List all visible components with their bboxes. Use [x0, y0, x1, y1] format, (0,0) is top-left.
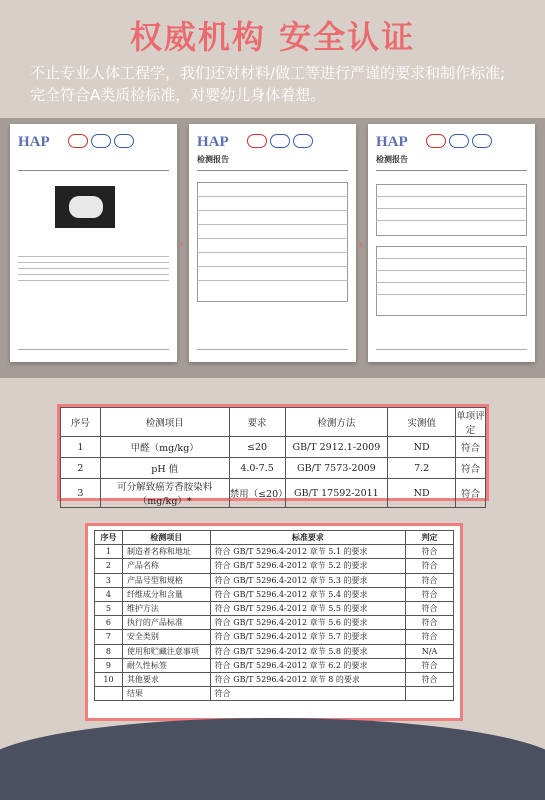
table-cell: ND	[388, 479, 456, 508]
divider	[197, 170, 348, 171]
table-cell: 符合	[406, 573, 454, 587]
table-row	[95, 658, 454, 672]
table-cell: 6	[95, 616, 123, 630]
table-cell	[95, 687, 123, 701]
table-cell: pH 值	[100, 458, 229, 479]
table-cell: GB/T 2912.1-2009	[285, 437, 388, 458]
column-header: 标准要求	[210, 531, 405, 545]
table-row	[95, 630, 454, 644]
table-cell: ND	[388, 437, 456, 458]
table-cell: 8	[95, 644, 123, 658]
report-sheet-2[interactable]	[189, 124, 356, 362]
table-cell: 符合 GB/T 5296.4-2012 章节 8 的要求	[210, 672, 405, 686]
table-cell: 耐久性标签	[122, 658, 210, 672]
table-cell: 符合	[406, 616, 454, 630]
table-row	[61, 458, 486, 479]
table-row	[95, 573, 454, 587]
table-cell: GB/T 17592-2011	[285, 479, 388, 508]
chevron-right-icon: ›	[358, 237, 364, 253]
table-cell: 产品号型和规格	[122, 573, 210, 587]
table-cell: 安全类别	[122, 630, 210, 644]
column-header: 要求	[229, 408, 285, 437]
bottom-wave-decoration	[0, 718, 545, 800]
divider	[376, 170, 527, 171]
column-header: 单项评定	[456, 408, 486, 437]
table-cell: 符合 GB/T 5296.4-2012 章节 5.2 的要求	[210, 559, 405, 573]
table-row	[95, 616, 454, 630]
table-cell: 结果	[122, 687, 210, 701]
table-cell: 符合 GB/T 5296.4-2012 章节 5.6 的要求	[210, 616, 405, 630]
table-cell: 符合 GB/T 5296.4-2012 章节 5.8 的要求	[210, 644, 405, 658]
table-cell: 其他要求	[122, 672, 210, 686]
table-cell: 符合 GB/T 5296.4-2012 章节 6.2 的要求	[210, 658, 405, 672]
table-row	[95, 687, 454, 701]
page-title: 权威机构 安全认证	[129, 18, 416, 56]
table-cell: 符合 GB/T 5296.4-2012 章节 5.4 的要求	[210, 587, 405, 601]
table-cell: 符合 GB/T 5296.4-2012 章节 5.7 的要求	[210, 630, 405, 644]
table-cell: 符合	[456, 458, 486, 479]
table-cell: 纤维成分和含量	[122, 587, 210, 601]
table-cell: 使用和贮藏注意事项	[122, 644, 210, 658]
report-gallery	[0, 118, 545, 378]
hap-logo: HAP	[376, 134, 408, 150]
table-cell: GB/T 7573-2009	[285, 458, 388, 479]
table-cell: 可分解致癌芳香胺染料（mg/kg）*	[100, 479, 229, 508]
table-cell: 1	[95, 545, 123, 559]
column-header: 检测项目	[122, 531, 210, 545]
table-cell: 10	[95, 672, 123, 686]
table-cell: 禁用（≤20）	[229, 479, 285, 508]
table-cell: 符合	[406, 601, 454, 615]
report-title: 检测报告	[376, 155, 408, 164]
divider	[18, 170, 169, 171]
table-cell: 2	[61, 458, 101, 479]
table-cell	[406, 687, 454, 701]
table-cell: N/A	[406, 644, 454, 658]
column-header: 序号	[61, 408, 101, 437]
hap-logo: HAP	[197, 134, 229, 150]
table-row	[95, 672, 454, 686]
report-table	[376, 246, 527, 316]
column-header: 序号	[95, 531, 123, 545]
table-cell: 符合 GB/T 5296.4-2012 章节 5.1 的要求	[210, 545, 405, 559]
table-cell: 符合	[406, 545, 454, 559]
report-table	[376, 184, 527, 236]
report-title: 检测报告	[197, 155, 229, 164]
table-cell: 符合	[406, 658, 454, 672]
table-cell: ≤20	[229, 437, 285, 458]
table-cell: 符合	[406, 672, 454, 686]
table-cell: 5	[95, 601, 123, 615]
product-photo	[55, 186, 115, 228]
table-cell: 符合	[210, 687, 405, 701]
report-sheet-1[interactable]	[10, 124, 177, 362]
table-cell: 制造者名称和地址	[122, 545, 210, 559]
table-cell: 维护方法	[122, 601, 210, 615]
table-cell: 7	[95, 630, 123, 644]
table-cell: 1	[61, 437, 101, 458]
column-header: 实测值	[388, 408, 456, 437]
table-cell: 符合 GB/T 5296.4-2012 章节 5.5 的要求	[210, 601, 405, 615]
table-cell: 7.2	[388, 458, 456, 479]
table-cell: 2	[95, 559, 123, 573]
certification-marks-icon	[247, 134, 313, 148]
table-cell: 产品名称	[122, 559, 210, 573]
table-cell: 9	[95, 658, 123, 672]
table-cell: 符合	[456, 437, 486, 458]
table-cell: 符合	[456, 479, 486, 508]
report-table	[197, 182, 348, 302]
label-test-table	[94, 530, 454, 701]
table-cell: 符合	[406, 630, 454, 644]
table-header-row	[61, 408, 486, 437]
table-row	[95, 587, 454, 601]
table-row	[61, 479, 486, 508]
chemical-test-panel	[57, 404, 489, 507]
table-row	[95, 559, 454, 573]
table-row	[95, 644, 454, 658]
table-cell: 3	[95, 573, 123, 587]
page-subtitle: 不止专业人体工程学，我们还对材料/做工等进行严谨的要求和制作标准;完全符合A类质检标准，对婴幼儿身体着想。	[30, 64, 506, 104]
table-row	[95, 545, 454, 559]
table-cell: 符合	[406, 559, 454, 573]
table-cell: 3	[61, 479, 101, 508]
table-cell: 甲醛（mg/kg）	[100, 437, 229, 458]
label-test-panel	[85, 523, 463, 721]
column-header: 判定	[406, 531, 454, 545]
table-cell: 执行的产品标准	[122, 616, 210, 630]
table-cell: 4.0-7.5	[229, 458, 285, 479]
table-cell: 符合 GB/T 5296.4-2012 章节 5.3 的要求	[210, 573, 405, 587]
table-row	[95, 601, 454, 615]
table-header-row	[95, 531, 454, 545]
chevron-right-icon: ›	[178, 237, 184, 253]
certification-marks-icon	[426, 134, 492, 148]
certification-marks-icon	[68, 134, 134, 148]
chemical-test-table	[60, 407, 486, 508]
report-sheet-3[interactable]	[368, 124, 535, 362]
column-header: 检测项目	[100, 408, 229, 437]
table-cell: 符合	[406, 587, 454, 601]
column-header: 检测方法	[285, 408, 388, 437]
hap-logo: HAP	[18, 134, 50, 150]
table-row	[61, 437, 486, 458]
table-cell: 4	[95, 587, 123, 601]
